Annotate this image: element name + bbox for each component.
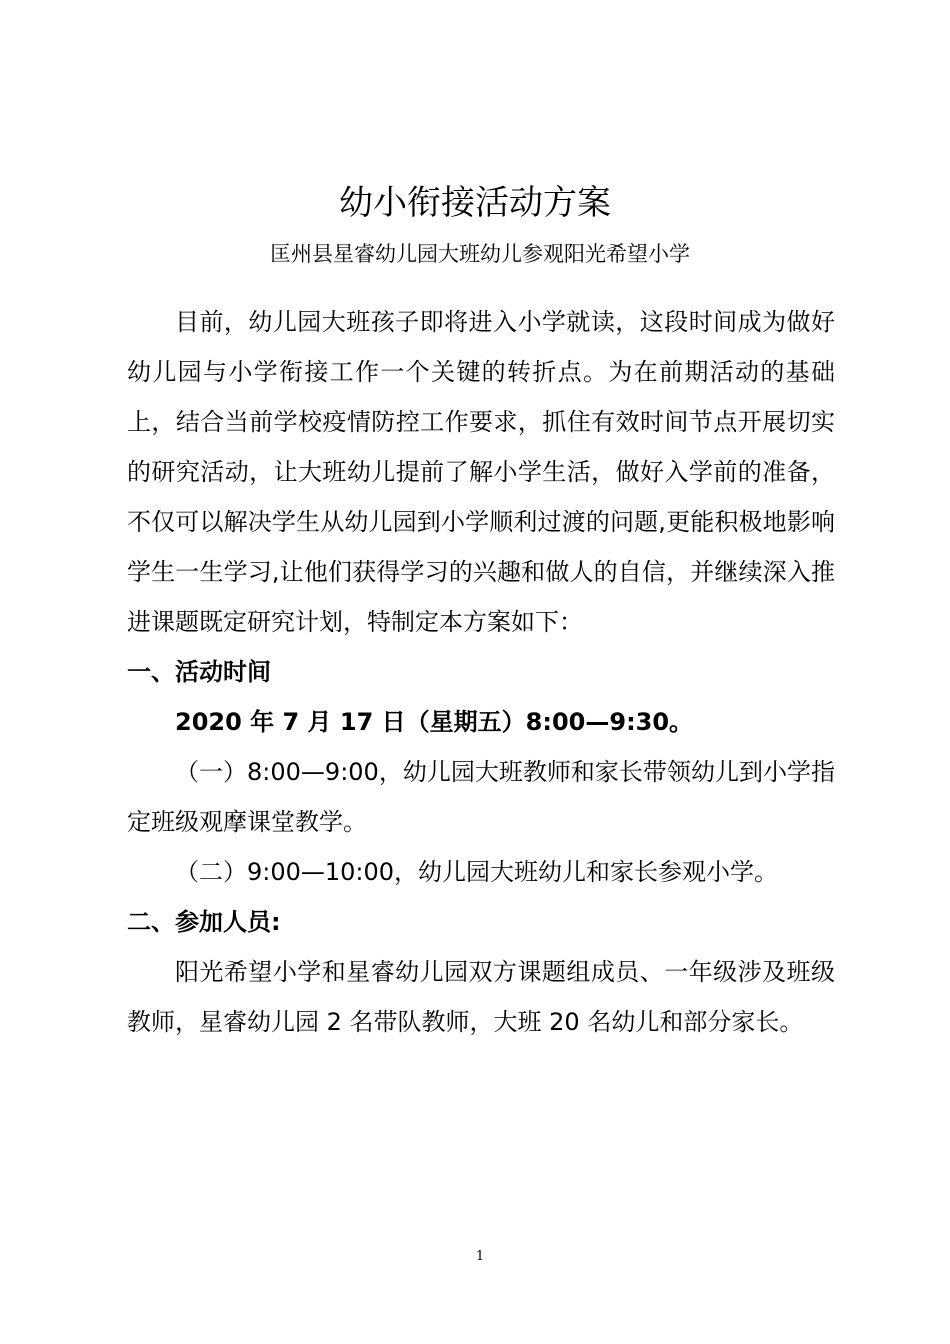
page-number: 1 [475,1249,485,1264]
document-body [127,297,835,1047]
schedule-item-1: （一）8:00—9:00，幼儿园大班教师和家长带领幼儿到小学指定班级观摩课堂教学。 [127,758,835,836]
activity-date: 2020 年 7 月 17 日（星期五）8:00—9:30。 [175,708,694,736]
section-heading-participants: 二、参加人员: [127,908,281,936]
section-heading-time: 一、活动时间 [127,658,271,686]
document-title: 幼小衔接活动方案 [339,183,611,223]
intro-paragraph: 目前，幼儿园大班孩子即将进入小学就读，这段时间成为做好幼儿园与小学衔接工作一个关键的转折点。为在前期活动的基础上，结合当前学校疫情防控工作要求，抓住有效时间节点开展切实的研究活动，让大班幼儿提前了解小学生活，做好入学前的准备，不仅可以解决学生从幼儿园到小学顺利过渡的问题,更能积极地影响学生一生学习,让他们获得学习的兴趣和做人的自信，并继续深入推进课题既定研究计划，特制定本方案如下： [127,308,835,636]
document-subtitle: 匡州县星睿幼儿园大班幼儿参观阳光希望小学 [270,242,690,266]
participants-paragraph: 阳光希望小学和星睿幼儿园双方课题组成员、一年级涉及班级教师，星睿幼儿园 2 名带队教师，大班 20 名幼儿和部分家长。 [127,958,835,1036]
schedule-item-2: （二）9:00—10:00，幼儿园大班幼儿和家长参观小学。 [175,858,779,886]
